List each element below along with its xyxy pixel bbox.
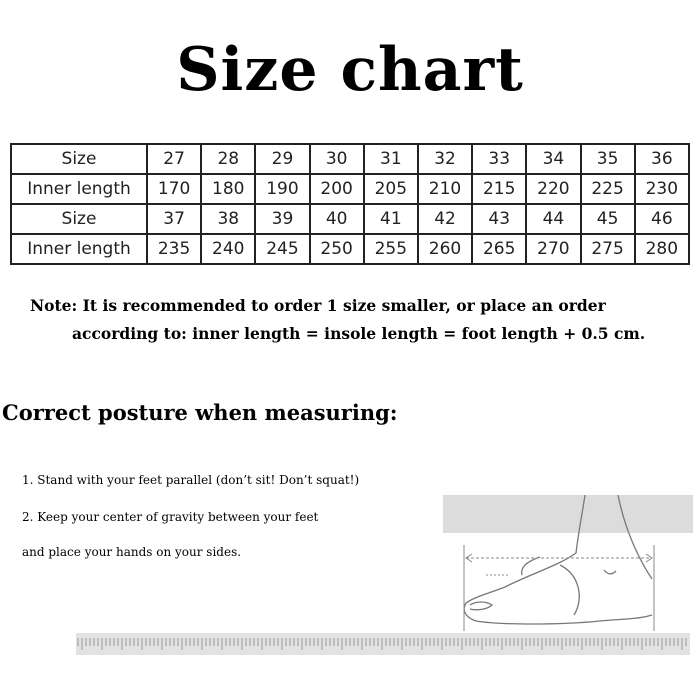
page-title: Size chart: [176, 35, 524, 105]
table-cell: 41: [364, 204, 418, 234]
table-cell: 215: [472, 174, 526, 204]
posture-step-2: 2. Keep your center of gravity between your feet: [22, 510, 319, 524]
row-label: Inner length: [11, 234, 147, 264]
table-row: [11, 204, 689, 234]
table-cell: 180: [201, 174, 255, 204]
posture-step-1: 1. Stand with your feet parallel (don’t sit! Don’t squat!): [22, 473, 360, 487]
table-row: [11, 144, 689, 174]
table-cell: 32: [418, 144, 472, 174]
length-indicator: [464, 545, 654, 631]
table-cell: 39: [255, 204, 309, 234]
table-cell: 210: [418, 174, 472, 204]
row-label: Size: [11, 204, 147, 234]
table-cell: 200: [310, 174, 364, 204]
posture-step-3: and place your hands on your sides.: [22, 545, 242, 559]
table-cell: 31: [364, 144, 418, 174]
table-cell: 270: [526, 234, 580, 264]
table-row: [11, 234, 689, 264]
table-cell: 34: [526, 144, 580, 174]
table-cell: 205: [364, 174, 418, 204]
table-cell: 43: [472, 204, 526, 234]
table-cell: 250: [310, 234, 364, 264]
note-line-1: Note: It is recommended to order 1 size smaller, or place an order: [30, 296, 606, 315]
table-cell: 265: [472, 234, 526, 264]
size-table: [10, 143, 690, 265]
backdrop-panel: [443, 495, 693, 533]
table-cell: 33: [472, 144, 526, 174]
table-cell: 190: [255, 174, 309, 204]
sizing-note: [30, 292, 680, 348]
table-cell: 245: [255, 234, 309, 264]
table-cell: 27: [147, 144, 201, 174]
table-cell: 29: [255, 144, 309, 174]
note-line-2: according to: inner length = insole length = foot length + 0.5 cm.: [72, 324, 646, 343]
table-cell: 30: [310, 144, 364, 174]
table-cell: 225: [581, 174, 635, 204]
table-cell: 36: [635, 144, 689, 174]
table-cell: 235: [147, 234, 201, 264]
table-cell: 28: [201, 144, 255, 174]
table-cell: 37: [147, 204, 201, 234]
table-cell: 44: [526, 204, 580, 234]
table-cell: 255: [364, 234, 418, 264]
table-cell: 46: [635, 204, 689, 234]
table-cell: 220: [526, 174, 580, 204]
table-cell: 45: [581, 204, 635, 234]
table-cell: 280: [635, 234, 689, 264]
table-row: [11, 174, 689, 204]
table-cell: 275: [581, 234, 635, 264]
foot-measurement-illustration: [0, 495, 700, 700]
table-cell: 38: [201, 204, 255, 234]
table-cell: 42: [418, 204, 472, 234]
table-cell: 260: [418, 234, 472, 264]
table-cell: 35: [581, 144, 635, 174]
row-label: Size: [11, 144, 147, 174]
row-label: Inner length: [11, 174, 147, 204]
table-cell: 230: [635, 174, 689, 204]
table-cell: 240: [201, 234, 255, 264]
table-cell: 40: [310, 204, 364, 234]
posture-heading: Correct posture when measuring:: [2, 400, 398, 425]
table-cell: 170: [147, 174, 201, 204]
